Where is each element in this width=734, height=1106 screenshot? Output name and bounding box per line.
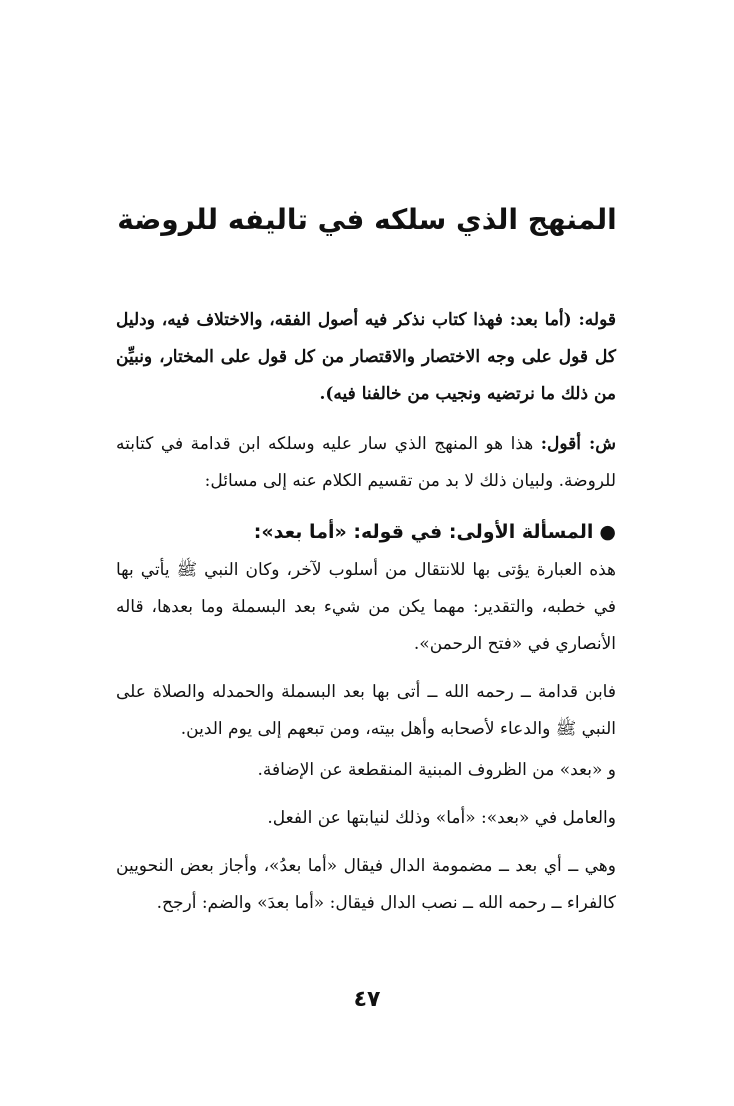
section-heading (116, 512, 616, 552)
body-paragraph-3: و «بعد» من الظروف المبنية المنقطعة عن الإضافة. (257, 760, 616, 780)
page-number: ٤٧ (353, 987, 381, 1012)
commentary-text: هذا هو المنهج الذي سار عليه وسلكه ابن قدامة في كتابته للروضة. ولبيان ذلك لا بد من تقسيم الكلام عنه إلى مسائل: (116, 434, 616, 491)
commentary-label: ش: أقول: (540, 434, 616, 454)
commentary-paragraph (116, 426, 616, 500)
quote-paragraph: قوله: (أما بعد: فهذا كتاب نذكر فيه أصول الفقه، والاختلاف فيه، ودليل كل قول على وجه الاختصار والاقتصار من كل قول على المختار، ونبيِّن من ذلك ما نرتضيه ونجيب من خالفنا فيه). (116, 310, 616, 404)
section-heading-text: المسألة الأولى: في قوله: «أما بعد»: (253, 521, 594, 543)
body-paragraph-2: فابن قدامة ــ رحمه الله ــ أتى بها بعد البسملة والحمدله والصلاة على النبي ﷺ والدعاء لأصحابه وأهل بيته، ومن تبعهم إلى يوم الدين. (116, 682, 616, 739)
body-paragraph-5: وهي ــ أي بعد ــ مضمومة الدال فيقال «أما بعدُ»، وأجاز بعض النحويين كالفراء ــ رحمه الله ــ نصب الدال فيقال: «أما بعدَ» والضم: أرجح. (116, 856, 616, 913)
page-title: المنهج الذي سلكه في تاليفه للروضة (117, 203, 617, 236)
body-paragraph-4: والعامل في «بعد»: «أما» وذلك لنيابتها عن الفعل. (267, 808, 616, 828)
body-paragraph-1: هذه العبارة يؤتى بها للانتقال من أسلوب لآخر، وكان النبي ﷺ يأتي بها في خطبه، والتقدير: مهما يكن من شيء بعد البسملة وما بعدها، قاله الأنصاري في «فتح الرحمن». (116, 560, 616, 654)
bullet-icon: ● (599, 521, 616, 543)
